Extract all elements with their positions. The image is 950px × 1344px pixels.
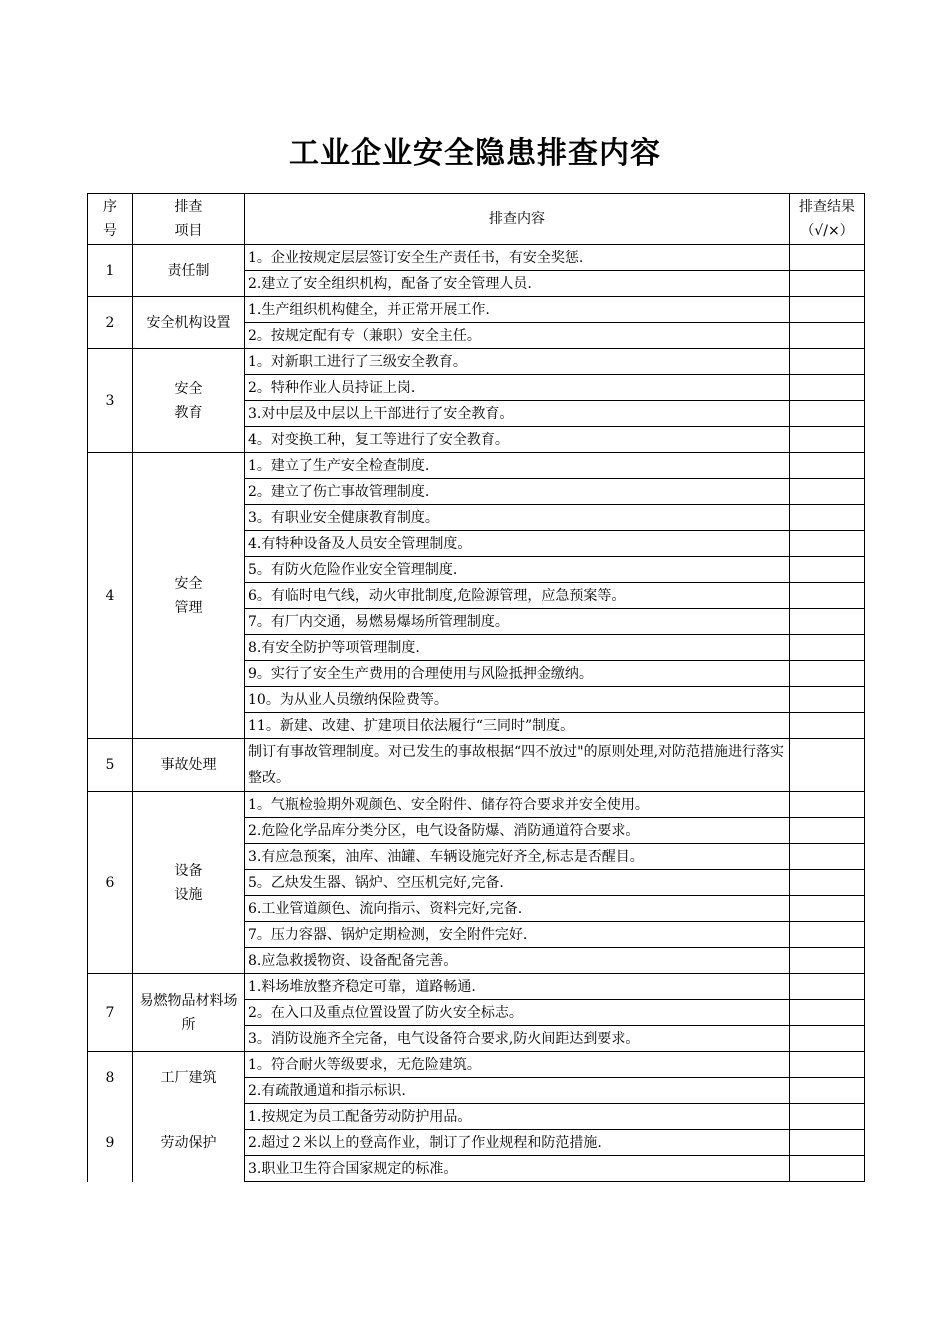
content-cell: 3.有应急预案，油库、油罐、车辆设施完好齐全,标志是否醒目。 (245, 844, 790, 870)
result-cell[interactable] (790, 1000, 865, 1026)
content-cell: 4.有特种设备及人员安全管理制度。 (245, 531, 790, 557)
table-row (88, 974, 865, 1000)
content-cell: 7。压力容器、锅炉定期检测，安全附件完好. (245, 922, 790, 948)
result-cell[interactable] (790, 297, 865, 323)
content-cell: 5。乙炔发生器、锅炉、空压机完好,完备. (245, 870, 790, 896)
result-cell[interactable] (790, 922, 865, 948)
content-cell: 8.应急救援物资、设备配备完善。 (245, 948, 790, 974)
item-cell: 安全 管理 (133, 453, 245, 739)
content-cell: 3。消防设施齐全完备，电气设备符合要求,防火间距达到要求。 (245, 1026, 790, 1052)
result-cell[interactable] (790, 792, 865, 818)
seq-cell: 3 (88, 349, 133, 453)
item-cell: 事故处理 (133, 739, 245, 792)
result-cell[interactable] (790, 609, 865, 635)
content-cell: 2.有疏散通道和指示标识. (245, 1078, 790, 1104)
result-cell[interactable] (790, 531, 865, 557)
content-cell: 9。实行了安全生产费用的合理使用与风险抵押金缴纳。 (245, 661, 790, 687)
content-cell: 3.职业卫生符合国家规定的标准。 (245, 1156, 790, 1182)
content-cell: 制订有事故管理制度。对已发生的事故根据“四不放过"的原则处理,对防范措施进行落实整改。 (245, 739, 790, 792)
table-row (88, 245, 865, 271)
result-cell[interactable] (790, 1104, 865, 1130)
content-cell: 1.按规定为员工配备劳动防护用品。 (245, 1104, 790, 1130)
table-row (88, 739, 865, 792)
table-row (88, 1104, 865, 1130)
result-cell[interactable] (790, 635, 865, 661)
content-cell: 2.危险化学品库分类分区，电气设备防爆、消防通道符合要求。 (245, 818, 790, 844)
seq-cell: 2 (88, 297, 133, 349)
result-cell[interactable] (790, 818, 865, 844)
content-cell: 7。有厂内交通，易燃易爆场所管理制度。 (245, 609, 790, 635)
item-cell: 安全机构设置 (133, 297, 245, 349)
header-content: 排查内容 (245, 194, 790, 245)
content-cell: 1.生产组织机构健全，并正常开展工作. (245, 297, 790, 323)
result-cell[interactable] (790, 687, 865, 713)
result-cell[interactable] (790, 375, 865, 401)
result-cell[interactable] (790, 844, 865, 870)
result-cell[interactable] (790, 974, 865, 1000)
header-result: 排查结果 （√/×） (790, 194, 865, 245)
result-cell[interactable] (790, 505, 865, 531)
content-cell: 1。企业按规定层层签订安全生产责任书，有安全奖惩. (245, 245, 790, 271)
seq-cell: 4 (88, 453, 133, 739)
result-cell[interactable] (790, 1052, 865, 1078)
content-cell: 1。建立了生产安全检查制度. (245, 453, 790, 479)
content-cell: 10。为从业人员缴纳保险费等。 (245, 687, 790, 713)
content-cell: 2.超过２米以上的登高作业，制订了作业规程和防范措施. (245, 1130, 790, 1156)
result-cell[interactable] (790, 661, 865, 687)
item-cell: 劳动保护 (133, 1104, 245, 1182)
seq-cell: 8 (88, 1052, 133, 1104)
content-cell: 5。有防火危险作业安全管理制度. (245, 557, 790, 583)
result-cell[interactable] (790, 739, 865, 792)
result-cell[interactable] (790, 583, 865, 609)
item-cell: 设备 设施 (133, 792, 245, 974)
result-cell[interactable] (790, 713, 865, 739)
seq-cell: 1 (88, 245, 133, 297)
result-cell[interactable] (790, 479, 865, 505)
header-row (88, 194, 865, 245)
result-cell[interactable] (790, 349, 865, 375)
page-title: 工业企业安全隐患排查内容 (289, 136, 661, 171)
result-cell[interactable] (790, 557, 865, 583)
item-cell: 易燃物品材料场所 (133, 974, 245, 1052)
result-cell[interactable] (790, 453, 865, 479)
content-cell: 3。有职业安全健康教育制度。 (245, 505, 790, 531)
content-cell: 2。建立了伤亡事故管理制度. (245, 479, 790, 505)
result-cell[interactable] (790, 1130, 865, 1156)
content-cell: 6。有临时电气线，动火审批制度,危险源管理，应急预案等。 (245, 583, 790, 609)
table-row (88, 1052, 865, 1078)
result-cell[interactable] (790, 271, 865, 297)
result-cell[interactable] (790, 323, 865, 349)
content-cell: 1。符合耐火等级要求，无危险建筑。 (245, 1052, 790, 1078)
content-cell: 8.有安全防护等项管理制度. (245, 635, 790, 661)
result-cell[interactable] (790, 427, 865, 453)
content-cell: 4。对变换工种，复工等进行了安全教育。 (245, 427, 790, 453)
result-cell[interactable] (790, 948, 865, 974)
item-cell: 安全 教育 (133, 349, 245, 453)
item-cell: 责任制 (133, 245, 245, 297)
content-cell: 11。新建、改建、扩建项目依法履行“三同时”制度。 (245, 713, 790, 739)
table-row (88, 349, 865, 375)
table-row (88, 453, 865, 479)
result-cell[interactable] (790, 896, 865, 922)
content-cell: 1。气瓶检验期外观颜色、安全附件、储存符合要求并安全使用。 (245, 792, 790, 818)
seq-cell: 6 (88, 792, 133, 974)
result-cell[interactable] (790, 245, 865, 271)
seq-cell: 9 (88, 1104, 133, 1182)
result-cell[interactable] (790, 401, 865, 427)
table-row (88, 792, 865, 818)
result-cell[interactable] (790, 1026, 865, 1052)
content-cell: 1.料场堆放整齐稳定可靠，道路畅通. (245, 974, 790, 1000)
result-cell[interactable] (790, 1078, 865, 1104)
header-seq: 序 号 (88, 194, 133, 245)
seq-cell: 7 (88, 974, 133, 1052)
content-cell: 6.工业管道颜色、流向指示、资料完好,完备. (245, 896, 790, 922)
table-row (88, 297, 865, 323)
result-cell[interactable] (790, 1156, 865, 1182)
content-cell: 2.建立了安全组织机构，配备了安全管理人员. (245, 271, 790, 297)
content-cell: 2。按规定配有专（兼职）安全主任。 (245, 323, 790, 349)
result-cell[interactable] (790, 870, 865, 896)
header-item: 排查 项目 (133, 194, 245, 245)
content-cell: 1。对新职工进行了三级安全教育。 (245, 349, 790, 375)
content-cell: 3.对中层及中层以上干部进行了安全教育。 (245, 401, 790, 427)
content-cell: 2。在入口及重点位置设置了防火安全标志。 (245, 1000, 790, 1026)
inspection-table (87, 193, 865, 1182)
seq-cell: 5 (88, 739, 133, 792)
item-cell: 工厂建筑 (133, 1052, 245, 1104)
content-cell: 2。特种作业人员持证上岗. (245, 375, 790, 401)
